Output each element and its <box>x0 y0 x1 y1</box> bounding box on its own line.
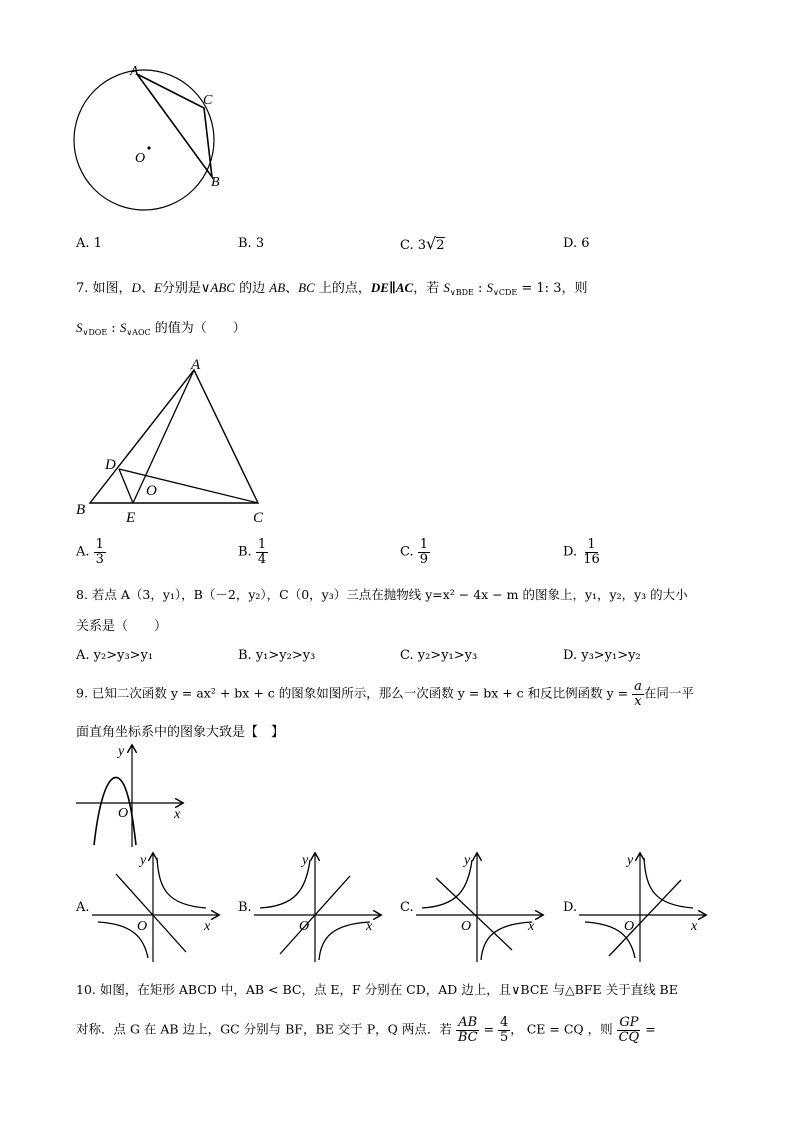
q8-option-a[interactable]: A. y₂>y₃>y₁ <box>76 648 154 663</box>
q9-c-x-label: x <box>528 919 535 934</box>
q6-option-a[interactable]: A. 1 <box>76 236 102 251</box>
q7-segment-de <box>119 469 133 503</box>
q8-stem-line2: 关系是（ ） <box>76 619 168 634</box>
q6-option-c-label: C. <box>400 238 418 253</box>
q9-d-line <box>609 880 681 956</box>
q9-c-origin-label: O <box>461 919 472 934</box>
q9-option-c-graph[interactable] <box>412 850 547 965</box>
q6-label-a: A <box>130 64 139 79</box>
q9-d-x-label: x <box>691 919 698 934</box>
q6-label-b: B <box>211 175 220 190</box>
q10-fraction-4-5: $\frac{4}{5}$ <box>499 1015 509 1045</box>
q9-main-x-label: x <box>174 807 181 822</box>
q9-a-x-label: x <box>204 919 211 934</box>
q9-a-origin-label: O <box>137 919 148 934</box>
q9-main-y-label: y <box>118 744 125 759</box>
q9-a-line <box>116 874 186 952</box>
q6-label-o: O <box>135 151 146 166</box>
q6-sqrt-sign: √ <box>426 234 437 253</box>
q8-stem-line1: 8. 若点 A（3，y₁），B（－2，y₂），C（0，y₃）三点在抛物线 y=x² − 4x − m 的图象上，y₁，y₂，y₃ 的大小 <box>76 587 688 602</box>
q7-label-e: E <box>126 510 136 526</box>
q7-stem-line1: 7. 如图，D、E分别是∨ABC 的边 AB、BC 上的点，DE∥AC，若 $S_{\vee BDE}$ : $S_{\vee CDE} = 1$: 3，则 <box>76 280 588 297</box>
q10-stem-line2: 对称．点 G 在 AB 边上，GC 分别与 BF，BE 交于 P，Q 两点．若 $\frac{AB}{BC}$ = $\frac{4}{5}$ ， CE = CQ ，则 $\frac{GP}{CQ}$ = <box>76 1015 656 1045</box>
q7-triangle-figure <box>70 352 280 527</box>
q9-b-origin-label: O <box>299 919 310 934</box>
q7-label-d: D <box>105 457 116 473</box>
q7-option-d-fraction: $\frac{1}{16}$ <box>583 537 600 567</box>
q7-option-a[interactable]: A. $\frac{1}{3}$ <box>76 537 104 567</box>
q9-option-a[interactable]: A. <box>76 900 90 915</box>
q6-option-b[interactable]: B. 3 <box>238 236 265 251</box>
q9-option-b-graph[interactable] <box>250 850 385 965</box>
q9-c-y-label: y <box>464 853 471 868</box>
q9-c-line <box>436 878 512 950</box>
q9-option-a-graph[interactable] <box>88 850 223 965</box>
q6-option-c[interactable] <box>400 234 445 253</box>
q6-option-d[interactable]: D. 6 <box>563 236 590 251</box>
q9-d-hyperbola-q1 <box>644 858 693 908</box>
q6-circle-figure <box>70 60 240 230</box>
q9-d-y-label: y <box>627 853 634 868</box>
q9-fraction-a-over-x: $\frac{a}{x}$ <box>634 679 642 709</box>
q10-fraction-gp-cq: $\frac{GP}{CQ}$ <box>618 1015 640 1045</box>
q7-option-b-fraction: $\frac{1}{4}$ <box>257 537 267 567</box>
q6-label-c: C <box>203 93 213 108</box>
q9-option-d-graph[interactable] <box>575 850 710 965</box>
q7-option-b[interactable]: B. $\frac{1}{4}$ <box>238 537 267 567</box>
q7-segment-dc <box>119 469 258 503</box>
q9-parabola-graph <box>72 742 192 852</box>
q9-b-hyperbola-q4 <box>319 922 370 960</box>
q8-option-b[interactable]: B. y₁>y₂>y₃ <box>238 648 316 663</box>
q7-label-c: C <box>253 510 264 526</box>
q9-parabola-curve <box>94 777 136 845</box>
q6-option-c-radicand: 2 <box>436 238 445 253</box>
q7-label-a: A <box>191 357 201 373</box>
q6-circle <box>74 70 214 210</box>
q9-d-origin-label: O <box>624 919 635 934</box>
q7-label-o: O <box>146 483 157 499</box>
q6-option-c-coef: 3 <box>417 238 427 253</box>
q9-stem-line1: 9. 已知二次函数 y = ax² + bx + c 的图象如图所示，那么一次函数 y = bx + c 和反比例函数 y = $\frac{a}{x}$ 在同一平 <box>76 679 694 709</box>
q9-a-y-label: y <box>140 853 147 868</box>
q7-label-b: B <box>76 502 86 518</box>
q9-option-b[interactable]: B. <box>238 900 252 915</box>
q8-option-d[interactable]: D. y₃>y₁>y₂ <box>563 648 641 663</box>
q10-fraction-ab-bc: $\frac{AB}{BC}$ <box>457 1015 478 1045</box>
q7-option-c-fraction: $\frac{1}{9}$ <box>419 537 429 567</box>
q9-a-hyperbola-q1 <box>157 858 206 908</box>
q10-stem-line1: 10. 如图，在矩形 ABCD 中，AB < BC，点 E，F 分别在 CD，AD 边上，且∨BCE 与△BFE 关于直线 BE <box>76 982 678 997</box>
q9-b-x-label: x <box>366 919 373 934</box>
q7-option-a-fraction: $\frac{1}{3}$ <box>95 537 104 567</box>
q7-option-d[interactable]: D. $\frac{1}{16}$ <box>563 537 600 567</box>
q9-option-c[interactable]: C. <box>400 900 414 915</box>
q6-center-dot <box>147 146 150 149</box>
q8-option-c[interactable]: C. y₂>y₁>y₃ <box>400 648 478 663</box>
q6-triangle <box>137 74 212 177</box>
q9-option-d[interactable]: D. <box>563 900 578 915</box>
q7-stem-line2: $S_{\vee DOE}$ : $S_{\vee AOC}$ 的值为（ ） <box>76 320 246 337</box>
q7-option-c[interactable]: C. $\frac{1}{9}$ <box>400 537 429 567</box>
q9-b-y-label: y <box>302 853 309 868</box>
q9-main-origin-label: O <box>118 806 129 821</box>
q9-stem-line2: 面直角坐标系中的图象大致是【 】 <box>76 725 285 740</box>
